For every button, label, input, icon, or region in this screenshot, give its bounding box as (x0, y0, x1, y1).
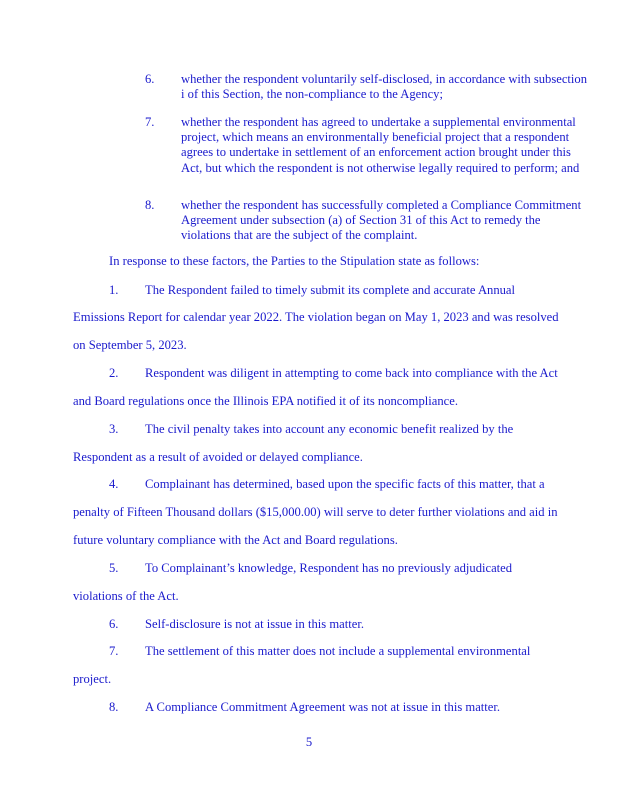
response-number: 2. (109, 366, 119, 380)
response-text: The settlement of this matter does not include a supplemental environmental (145, 644, 531, 658)
response-number: 3. (109, 422, 119, 436)
factor-text: whether the respondent voluntarily self-disclosed, in accordance with subsection i of this Section, the non-compliance to the Agency; (181, 72, 588, 102)
response-number: 7. (109, 644, 119, 658)
response-text: Complainant has determined, based upon the specific facts of this matter, that a (145, 477, 545, 491)
response-text: A Compliance Commitment Agreement was not at issue in this matter. (145, 700, 501, 714)
intro-paragraph: In response to these factors, the Parties to the Stipulation state as follows: (109, 254, 480, 268)
response-text: penalty of Fifteen Thousand dollars ($15,000.00) will serve to deter further violations and aid in (73, 505, 558, 519)
response-text: The civil penalty takes into account any economic benefit realized by the (145, 422, 514, 436)
response-text: future voluntary compliance with the Act and Board regulations. (73, 533, 398, 547)
response-text: violations of the Act. (73, 589, 179, 603)
response-text: on September 5, 2023. (73, 338, 187, 352)
factor-number: 6. (145, 72, 155, 86)
response-number: 6. (109, 617, 119, 631)
response-text: project. (73, 672, 112, 686)
response-number: 8. (109, 700, 119, 714)
factor-text: whether the respondent has agreed to undertake a supplemental environmental project, which means an environmentally beneficial project that a respondent agrees to undertake in settlement of an enforcement action brought under this Act, but which the respondent is not otherwise legally required to perform; and (181, 115, 580, 175)
response-number: 1. (109, 283, 119, 297)
response-number: 4. (109, 477, 119, 491)
response-text: and Board regulations once the Illinois EPA notified it of its noncompliance. (73, 394, 458, 408)
factor-number: 7. (145, 115, 155, 129)
factor-text: whether the respondent has successfully completed a Compliance Commitment Agreement under subsection (a) of Section 31 of this Act to remedy the violations that are the subject of the complaint. (181, 198, 582, 243)
response-text: Emissions Report for calendar year 2022. The violation began on May 1, 2023 and was resolved (73, 310, 559, 324)
response-text: Respondent as a result of avoided or delayed compliance. (73, 450, 363, 464)
response-number: 5. (109, 561, 119, 575)
page-number: 5 (305, 735, 313, 749)
response-text: To Complainant’s knowledge, Respondent has no previously adjudicated (145, 561, 513, 575)
response-text: The Respondent failed to timely submit its complete and accurate Annual (145, 283, 516, 297)
response-text: Respondent was diligent in attempting to come back into compliance with the Act (145, 366, 558, 380)
factor-number: 8. (145, 198, 155, 212)
response-text: Self-disclosure is not at issue in this matter. (145, 617, 364, 631)
